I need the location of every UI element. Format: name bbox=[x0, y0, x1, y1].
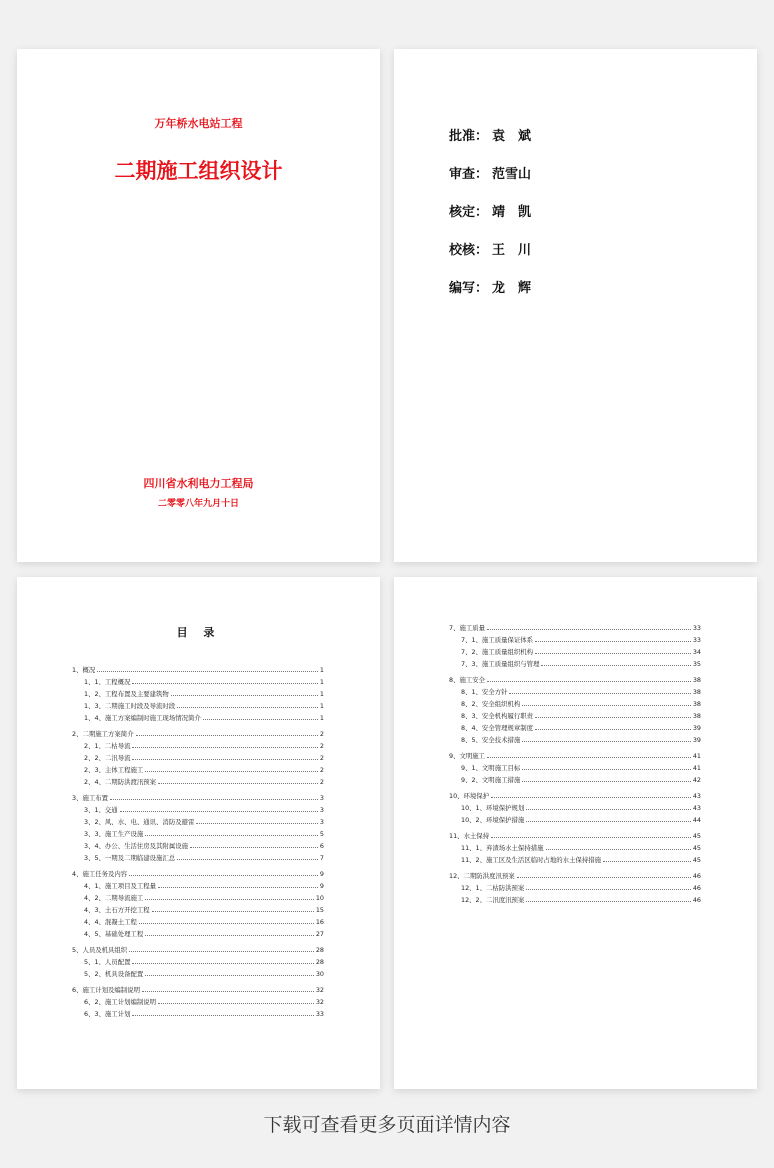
toc-section[interactable] bbox=[449, 633, 701, 645]
project-name: 万年桥水电站工程 bbox=[154, 117, 243, 130]
approval-role: 审查 bbox=[449, 167, 476, 182]
toc-entry-page: 43 bbox=[692, 792, 701, 800]
toc-section[interactable] bbox=[449, 841, 701, 853]
toc-section[interactable] bbox=[72, 903, 324, 915]
toc-section[interactable] bbox=[72, 995, 324, 1007]
toc-entry-page: 35 bbox=[692, 660, 701, 668]
toc-entry-page: 5 bbox=[319, 830, 324, 838]
toc-section[interactable] bbox=[449, 881, 701, 893]
toc-entry-page: 1 bbox=[319, 666, 324, 674]
toc-dot-leader bbox=[526, 820, 691, 822]
toc-entry-page: 16 bbox=[315, 918, 324, 926]
toc-entry-page: 9 bbox=[319, 870, 324, 878]
toc-section[interactable] bbox=[72, 751, 324, 763]
toc-entry-label: 8、3、安全机构履行职责 bbox=[461, 712, 534, 720]
toc-section[interactable] bbox=[72, 763, 324, 775]
toc-chapter[interactable] bbox=[449, 673, 701, 685]
toc-section[interactable] bbox=[72, 687, 324, 699]
toc-section[interactable] bbox=[72, 955, 324, 967]
approval-row bbox=[449, 203, 531, 241]
toc-chapter[interactable] bbox=[449, 829, 701, 841]
toc-section[interactable] bbox=[72, 851, 324, 863]
approval-name: 靖 凯 bbox=[492, 205, 532, 220]
toc-entry-page: 2 bbox=[319, 766, 324, 774]
toc-entry-page: 38 bbox=[692, 712, 701, 720]
approval-separator: ： bbox=[475, 129, 489, 144]
approval-list bbox=[449, 127, 531, 317]
toc-entry-page: 33 bbox=[692, 636, 701, 644]
toc-title: 目 录 bbox=[176, 626, 221, 639]
toc-section[interactable] bbox=[449, 697, 701, 709]
cover-page bbox=[17, 49, 380, 562]
toc-chapter[interactable] bbox=[449, 749, 701, 761]
toc-entry-page: 46 bbox=[692, 872, 701, 880]
approval-role: 编写 bbox=[449, 281, 476, 296]
toc-entry-page: 39 bbox=[692, 724, 701, 732]
toc-entry-page: 1 bbox=[319, 690, 324, 698]
document-title: 二期施工组织设计 bbox=[114, 159, 283, 183]
approval-row bbox=[449, 279, 531, 317]
toc-dot-leader bbox=[190, 846, 318, 848]
toc-dot-leader bbox=[120, 810, 318, 812]
toc-entry-label: 12、二期防洪度汛预案 bbox=[449, 872, 515, 880]
toc-dot-leader bbox=[145, 974, 314, 976]
toc-section[interactable] bbox=[72, 803, 324, 815]
toc-dot-leader bbox=[110, 798, 318, 800]
toc-entry-page: 46 bbox=[692, 884, 701, 892]
approval-row bbox=[449, 241, 531, 279]
toc-entry-label: 11、1、弃渣场水土保持措施 bbox=[461, 844, 544, 852]
organization-name: 四川省水利电力工程局 bbox=[143, 477, 254, 490]
toc-entry-page: 7 bbox=[319, 854, 324, 862]
approval-name: 龙 辉 bbox=[492, 281, 532, 296]
toc-entry-page: 3 bbox=[319, 818, 324, 826]
toc-dot-leader bbox=[522, 740, 691, 742]
toc-dot-leader bbox=[158, 886, 318, 888]
toc-dot-leader bbox=[132, 1014, 313, 1016]
toc-entry-label: 10、2、环境保护措施 bbox=[461, 816, 525, 824]
toc-section[interactable] bbox=[72, 675, 324, 687]
toc-entry-label: 2、2、二汛导流 bbox=[84, 754, 131, 762]
toc-entry-page: 41 bbox=[692, 752, 701, 760]
toc-entry-label: 7、1、施工质量保证体系 bbox=[461, 636, 534, 644]
toc-section[interactable] bbox=[72, 815, 324, 827]
toc-entry-label: 2、二期施工方案简介 bbox=[72, 730, 134, 738]
toc-dot-leader bbox=[132, 682, 317, 684]
toc-dot-leader bbox=[158, 1002, 314, 1004]
toc-section[interactable] bbox=[72, 711, 324, 723]
toc-chapter[interactable] bbox=[72, 943, 324, 955]
toc-entry-page: 32 bbox=[315, 986, 324, 994]
toc-entry-label: 10、1、环境保护规划 bbox=[461, 804, 525, 812]
toc-dot-leader bbox=[136, 734, 318, 736]
toc-chapter[interactable] bbox=[72, 727, 324, 739]
toc-chapter[interactable] bbox=[72, 663, 324, 675]
toc-section[interactable] bbox=[72, 839, 324, 851]
toc-dot-leader bbox=[487, 628, 691, 630]
toc-entry-page: 46 bbox=[692, 896, 701, 904]
toc-entry-label: 12、1、二枯防洪预案 bbox=[461, 884, 525, 892]
toc-dot-leader bbox=[522, 768, 691, 770]
toc-dot-leader bbox=[546, 848, 691, 850]
toc-entry-label: 9、1、文明施工目标 bbox=[461, 764, 521, 772]
toc-section[interactable] bbox=[72, 879, 324, 891]
toc-dot-leader bbox=[171, 694, 318, 696]
toc-entry-page: 45 bbox=[692, 856, 701, 864]
toc-dot-leader bbox=[139, 922, 314, 924]
approval-role: 校核 bbox=[449, 243, 476, 258]
toc-entry-label: 7、施工质量 bbox=[449, 624, 486, 632]
toc-entry-page: 38 bbox=[692, 676, 701, 684]
toc-page-1 bbox=[17, 577, 380, 1089]
toc-entry-page: 30 bbox=[315, 970, 324, 978]
toc-dot-leader bbox=[526, 900, 691, 902]
toc-entry-page: 3 bbox=[319, 794, 324, 802]
toc-entry-page: 2 bbox=[319, 778, 324, 786]
toc-entry-label: 1、概况 bbox=[72, 666, 96, 674]
toc-entry-label: 9、2、文明施工措施 bbox=[461, 776, 521, 784]
toc-dot-leader bbox=[129, 874, 318, 876]
toc-entry-label: 6、施工计划及编制说明 bbox=[72, 986, 140, 994]
toc-entry-label: 1、3、二期施工时段及导流时段 bbox=[84, 702, 176, 710]
approval-role: 批准 bbox=[449, 129, 476, 144]
toc-dot-leader bbox=[203, 718, 318, 720]
toc-entry-page: 2 bbox=[319, 742, 324, 750]
toc-entry-page: 33 bbox=[692, 624, 701, 632]
toc-dot-leader bbox=[132, 962, 313, 964]
toc-entry-label: 11、2、施工区及生活区临时占地的水土保持措施 bbox=[461, 856, 602, 864]
toc-chapter[interactable] bbox=[449, 621, 701, 633]
toc-section[interactable] bbox=[72, 699, 324, 711]
toc-dot-leader bbox=[535, 728, 691, 730]
approval-role: 核定 bbox=[449, 205, 476, 220]
toc-entry-page: 2 bbox=[319, 730, 324, 738]
toc-dot-leader bbox=[526, 888, 691, 890]
toc-section[interactable] bbox=[449, 685, 701, 697]
toc-entry-label: 5、人员及机具组织 bbox=[72, 946, 128, 954]
toc-entry-label: 3、施工布置 bbox=[72, 794, 109, 802]
toc-page-2 bbox=[394, 577, 757, 1089]
toc-section[interactable] bbox=[72, 739, 324, 751]
toc-entry-label: 3、1、交通 bbox=[84, 806, 118, 814]
toc-entry-label: 7、3、施工质量组织与管理 bbox=[461, 660, 540, 668]
toc-section[interactable] bbox=[449, 761, 701, 773]
toc-chapter[interactable] bbox=[72, 983, 324, 995]
toc-entry-label: 2、4、二期防洪渡汛预案 bbox=[84, 778, 157, 786]
approval-row bbox=[449, 165, 531, 203]
toc-entry-label: 4、1、施工项目及工程量 bbox=[84, 882, 157, 890]
toc-entry-page: 6 bbox=[319, 842, 324, 850]
toc-dot-leader bbox=[603, 860, 691, 862]
toc-entry-page: 28 bbox=[315, 946, 324, 954]
toc-entry-label: 3、2、风、水、电、通讯、消防及避雷 bbox=[84, 818, 195, 826]
approval-name: 袁 斌 bbox=[492, 129, 532, 144]
toc-entry-page: 1 bbox=[319, 702, 324, 710]
toc-dot-leader bbox=[541, 664, 690, 666]
approval-separator: ： bbox=[475, 167, 489, 182]
toc-section[interactable] bbox=[72, 827, 324, 839]
toc-list-right bbox=[449, 621, 701, 905]
toc-entry-page: 10 bbox=[315, 894, 324, 902]
toc-section[interactable] bbox=[72, 915, 324, 927]
toc-dot-leader bbox=[145, 934, 314, 936]
toc-entry-page: 28 bbox=[315, 958, 324, 966]
toc-dot-leader bbox=[132, 758, 317, 760]
toc-section[interactable] bbox=[449, 657, 701, 669]
toc-entry-page: 38 bbox=[692, 700, 701, 708]
toc-entry-page: 32 bbox=[315, 998, 324, 1006]
toc-entry-label: 5、1、人员配置 bbox=[84, 958, 131, 966]
toc-entry-label: 8、5、安全技术措施 bbox=[461, 736, 521, 744]
toc-entry-label: 4、施工任务及内容 bbox=[72, 870, 128, 878]
toc-list-left bbox=[72, 663, 324, 1019]
toc-entry-label: 12、2、二汛度汛预案 bbox=[461, 896, 525, 904]
toc-section[interactable] bbox=[449, 813, 701, 825]
toc-entry-page: 45 bbox=[692, 832, 701, 840]
toc-entry-page: 45 bbox=[692, 844, 701, 852]
toc-dot-leader bbox=[491, 836, 691, 838]
toc-entry-label: 8、施工安全 bbox=[449, 676, 486, 684]
toc-section[interactable] bbox=[72, 1007, 324, 1019]
toc-dot-leader bbox=[535, 716, 691, 718]
toc-dot-leader bbox=[177, 858, 318, 860]
toc-section[interactable] bbox=[72, 775, 324, 787]
toc-entry-label: 6、2、施工计划编制说明 bbox=[84, 998, 157, 1006]
toc-dot-leader bbox=[522, 704, 691, 706]
approval-name: 范雪山 bbox=[492, 167, 532, 182]
toc-entry-label: 4、3、土石方开挖工程 bbox=[84, 906, 150, 914]
toc-entry-page: 1 bbox=[319, 678, 324, 686]
toc-entry-label: 6、3、施工计划 bbox=[84, 1010, 131, 1018]
toc-dot-leader bbox=[177, 706, 318, 708]
toc-entry-page: 39 bbox=[692, 736, 701, 744]
toc-entry-page: 38 bbox=[692, 688, 701, 696]
approval-row bbox=[449, 127, 531, 165]
toc-entry-page: 1 bbox=[319, 714, 324, 722]
toc-entry-label: 10、环境保护 bbox=[449, 792, 490, 800]
toc-section[interactable] bbox=[449, 645, 701, 657]
toc-dot-leader bbox=[526, 808, 691, 810]
toc-entry-page: 9 bbox=[319, 882, 324, 890]
toc-chapter[interactable] bbox=[72, 867, 324, 879]
toc-entry-label: 5、2、机具设备配置 bbox=[84, 970, 144, 978]
toc-entry-page: 2 bbox=[319, 754, 324, 762]
approval-page bbox=[394, 49, 757, 562]
toc-entry-page: 34 bbox=[692, 648, 701, 656]
toc-dot-leader bbox=[158, 782, 318, 784]
toc-entry-page: 43 bbox=[692, 804, 701, 812]
toc-dot-leader bbox=[491, 796, 691, 798]
toc-entry-label: 8、2、安全组织机构 bbox=[461, 700, 521, 708]
toc-section[interactable] bbox=[72, 891, 324, 903]
toc-dot-leader bbox=[517, 876, 691, 878]
toc-entry-label: 9、文明施工 bbox=[449, 752, 486, 760]
toc-entry-label: 1、4、施工方案编制时施工现场情况简介 bbox=[84, 714, 201, 722]
toc-section[interactable] bbox=[449, 721, 701, 733]
toc-entry-page: 44 bbox=[692, 816, 701, 824]
toc-dot-leader bbox=[145, 770, 318, 772]
document-date: 二零零八年九月十日 bbox=[157, 499, 239, 509]
approval-separator: ： bbox=[475, 281, 489, 296]
toc-entry-label: 1、1、工程概况 bbox=[84, 678, 131, 686]
toc-entry-label: 2、1、二枯导流 bbox=[84, 742, 131, 750]
toc-dot-leader bbox=[152, 910, 314, 912]
toc-chapter[interactable] bbox=[449, 869, 701, 881]
toc-section[interactable] bbox=[449, 853, 701, 865]
toc-entry-page: 33 bbox=[315, 1010, 324, 1018]
toc-dot-leader bbox=[487, 756, 691, 758]
download-caption: 下载可查看更多页面详情内容 bbox=[263, 1114, 511, 1136]
toc-dot-leader bbox=[129, 950, 314, 952]
toc-section[interactable] bbox=[72, 967, 324, 979]
toc-entry-label: 3、4、办公、生活住房及其附属设施 bbox=[84, 842, 188, 850]
toc-entry-label: 4、5、基础处理工程 bbox=[84, 930, 144, 938]
toc-dot-leader bbox=[487, 680, 691, 682]
toc-entry-label: 1、2、工程布置及主要建筑物 bbox=[84, 690, 169, 698]
toc-entry-label: 4、2、二期导流施工 bbox=[84, 894, 144, 902]
toc-section[interactable] bbox=[72, 927, 324, 939]
toc-dot-leader bbox=[145, 898, 314, 900]
toc-dot-leader bbox=[145, 834, 318, 836]
toc-dot-leader bbox=[535, 652, 691, 654]
toc-chapter[interactable] bbox=[72, 791, 324, 803]
toc-dot-leader bbox=[196, 822, 318, 824]
toc-chapter[interactable] bbox=[449, 789, 701, 801]
toc-entry-label: 3、3、施工生产设施 bbox=[84, 830, 144, 838]
toc-entry-label: 2、3、主体工程施工 bbox=[84, 766, 144, 774]
toc-entry-page: 42 bbox=[692, 776, 701, 784]
toc-dot-leader bbox=[142, 990, 314, 992]
toc-dot-leader bbox=[132, 746, 317, 748]
approval-separator: ： bbox=[475, 205, 489, 220]
approval-separator: ： bbox=[475, 243, 489, 258]
toc-section[interactable] bbox=[449, 773, 701, 785]
toc-section[interactable] bbox=[449, 733, 701, 745]
toc-entry-label: 7、2、施工质量组织机构 bbox=[461, 648, 534, 656]
toc-entry-label: 3、5、一期及二期临建设施汇总 bbox=[84, 854, 176, 862]
toc-entry-page: 3 bbox=[319, 806, 324, 814]
toc-entry-label: 4、4、混凝土工程 bbox=[84, 918, 137, 926]
toc-section[interactable] bbox=[449, 893, 701, 905]
toc-entry-page: 41 bbox=[692, 764, 701, 772]
toc-entry-page: 27 bbox=[315, 930, 324, 938]
toc-dot-leader bbox=[535, 640, 691, 642]
toc-dot-leader bbox=[509, 692, 690, 694]
toc-entry-label: 8、1、安全方针 bbox=[461, 688, 508, 696]
approval-name: 王 川 bbox=[492, 243, 532, 258]
toc-entry-label: 8、4、安全管理规章制度 bbox=[461, 724, 534, 732]
toc-dot-leader bbox=[97, 670, 318, 672]
toc-entry-page: 15 bbox=[315, 906, 324, 914]
toc-section[interactable] bbox=[449, 801, 701, 813]
toc-entry-label: 11、水土保持 bbox=[449, 832, 490, 840]
toc-section[interactable] bbox=[449, 709, 701, 721]
toc-dot-leader bbox=[522, 780, 691, 782]
